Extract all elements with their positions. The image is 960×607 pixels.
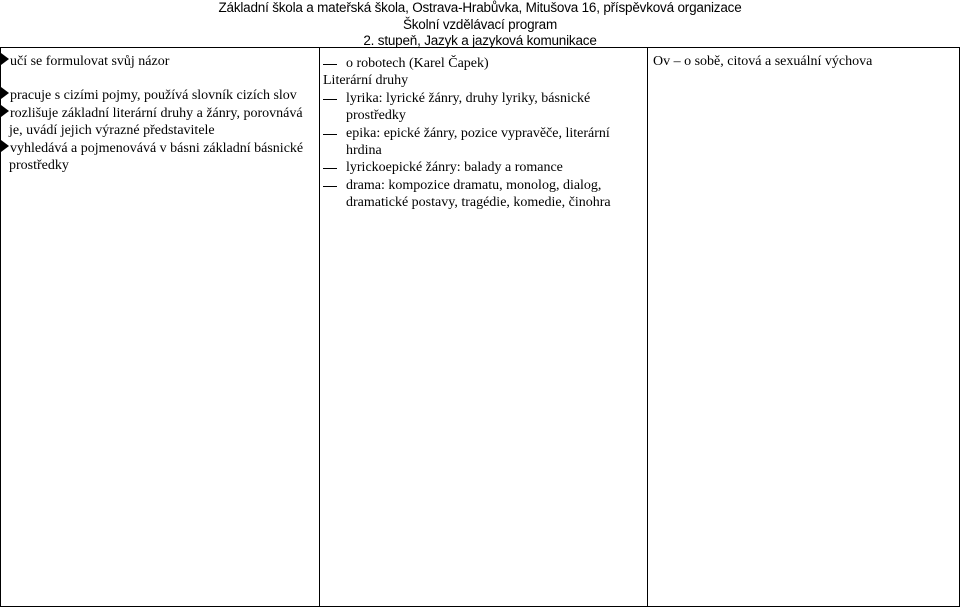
outcomes-column (9, 53, 309, 174)
section-name: 2. stupeň, Jazyk a jazyková komunikace (363, 33, 597, 48)
dash-bullet-icon (323, 168, 337, 169)
dash-bullet-icon (323, 134, 337, 135)
arrow-bullet-icon (1, 53, 9, 65)
curriculum-table (0, 47, 960, 607)
document-header (0, 0, 960, 50)
school-name: Základní škola a mateřská škola, Ostrava-Hrabůvka, Mitušova 16, příspěvková organizace (218, 0, 742, 15)
content-item: drama: kompozice dramatu, monolog, dialog, dramatické postavy, tragédie, komedie, činohra (323, 177, 645, 212)
content-item: epika: epické žánry, pozice vypravěče, literární hrdina (323, 125, 645, 160)
outcome-item: učí se formulovat svůj názor (9, 53, 309, 70)
arrow-bullet-icon (1, 87, 9, 99)
column-divider (319, 48, 320, 606)
outcome-item: pracuje s cizími pojmy, používá slovník cizích slov (9, 87, 309, 104)
content-column (323, 55, 645, 212)
cross-topics-column (653, 53, 953, 70)
arrow-bullet-icon (1, 105, 9, 117)
content-item: o robotech (Karel Čapek) (323, 55, 645, 72)
content-item: lyrickoepické žánry: balady a romance (323, 159, 645, 176)
content-heading: Literární druhy (323, 73, 409, 89)
outcome-item: vyhledává a pojmenovává v básni základní básnické prostředky (9, 140, 309, 175)
dash-bullet-icon (323, 64, 337, 65)
arrow-bullet-icon (1, 140, 9, 152)
dash-bullet-icon (323, 99, 337, 100)
column-divider (647, 48, 648, 606)
dash-bullet-icon (323, 186, 337, 187)
program-name: Školní vzdělávací program (402, 16, 558, 32)
content-item: lyrika: lyrické žánry, druhy lyriky, básnické prostředky (323, 90, 645, 125)
cross-topic-text: Ov – o sobě, citová a sexuální výchova (653, 54, 873, 69)
outcome-item: rozlišuje základní literární druhy a žánry, porovnává je, uvádí jejich výrazné představitele (9, 105, 309, 140)
